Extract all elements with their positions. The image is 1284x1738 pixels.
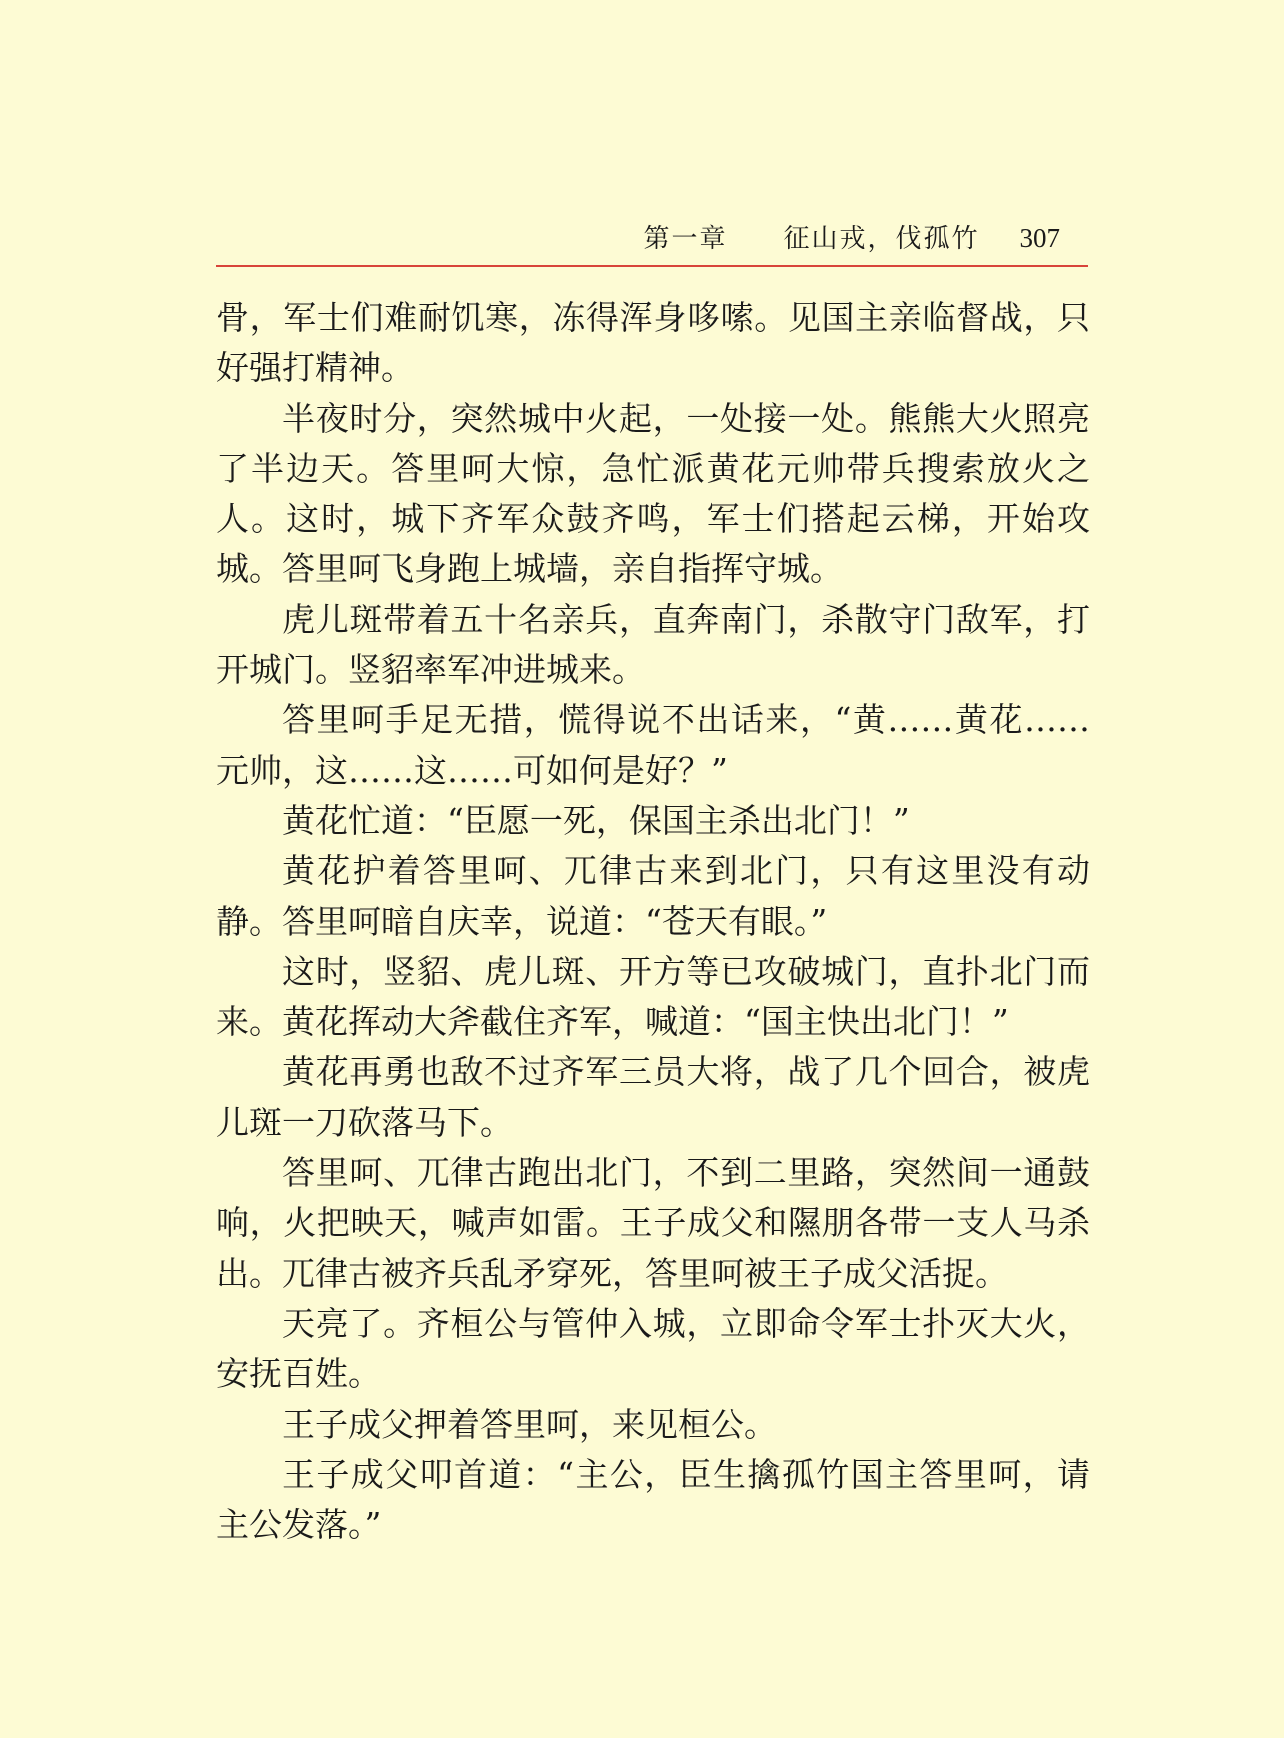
page-number: 307: [1019, 223, 1060, 253]
running-header-text: [643, 218, 1060, 259]
paragraph: 黄花再勇也敌不过齐军三员大将，战了几个回合，被虎儿斑一刀砍落马下。: [216, 1052, 1090, 1142]
running-header: [216, 218, 1086, 258]
paragraph: 答里呵、兀律古跑出北门，不到二里路，突然间一通鼓响，火把映天，喊声如雷。王子成父和隰朋各带一支人马杀出。兀律古被齐兵乱矛穿死，答里呵被王子成父活捉。: [216, 1153, 1090, 1293]
paragraph: 虎儿斑带着五十名亲兵，直奔南门，杀散守门敌军，打开城门。竖貂率军冲进城来。: [216, 599, 1090, 690]
paragraph: 半夜时分，突然城中火起，一处接一处。熊熊大火照亮了半边天。答里呵大惊，急忙派黄花元帅带兵搜索放火之人。这时，城下齐军众鼓齐鸣，军士们搭起云梯，开始攻城。答里呵飞身跑上城墙，亲自指挥守城。: [216, 398, 1090, 589]
paragraph: 骨，军士们难耐饥寒，冻得浑身哆嗦。见国主亲临督战，只好强打精神。: [216, 298, 1090, 388]
paragraph: 这时，竖貂、虎儿斑、开方等已攻破城门，直扑北门而来。黄花挥动大斧截住齐军，喊道：“国主快出北门！”: [216, 951, 1090, 1042]
body-text: [216, 293, 1090, 1550]
paragraph: 王子成父押着答里呵，来见桓公。: [282, 1404, 777, 1444]
paragraph: 答里呵手足无措，慌得说不出话来，“黄……黄花……元帅，这……这……可如何是好？”: [216, 700, 1090, 790]
chapter-label: 第一章: [643, 224, 728, 254]
paragraph: 黄花护着答里呵、兀律古来到北门，只有这里没有动静。答里呵暗自庆幸，说道：“苍天有眼。”: [216, 851, 1090, 941]
header-divider: [216, 265, 1088, 267]
paragraph: 王子成父叩首道：“主公，臣生擒孤竹国主答里呵，请主公发落。”: [216, 1454, 1090, 1545]
paragraph: 天亮了。齐桓公与管仲入城，立即命令军士扑灭大火，安抚百姓。: [216, 1303, 1090, 1394]
paragraph: 黄花忙道：“臣愿一死，保国主杀出北门！”: [282, 800, 910, 840]
chapter-title: 征山戎，伐孤竹: [783, 224, 980, 254]
